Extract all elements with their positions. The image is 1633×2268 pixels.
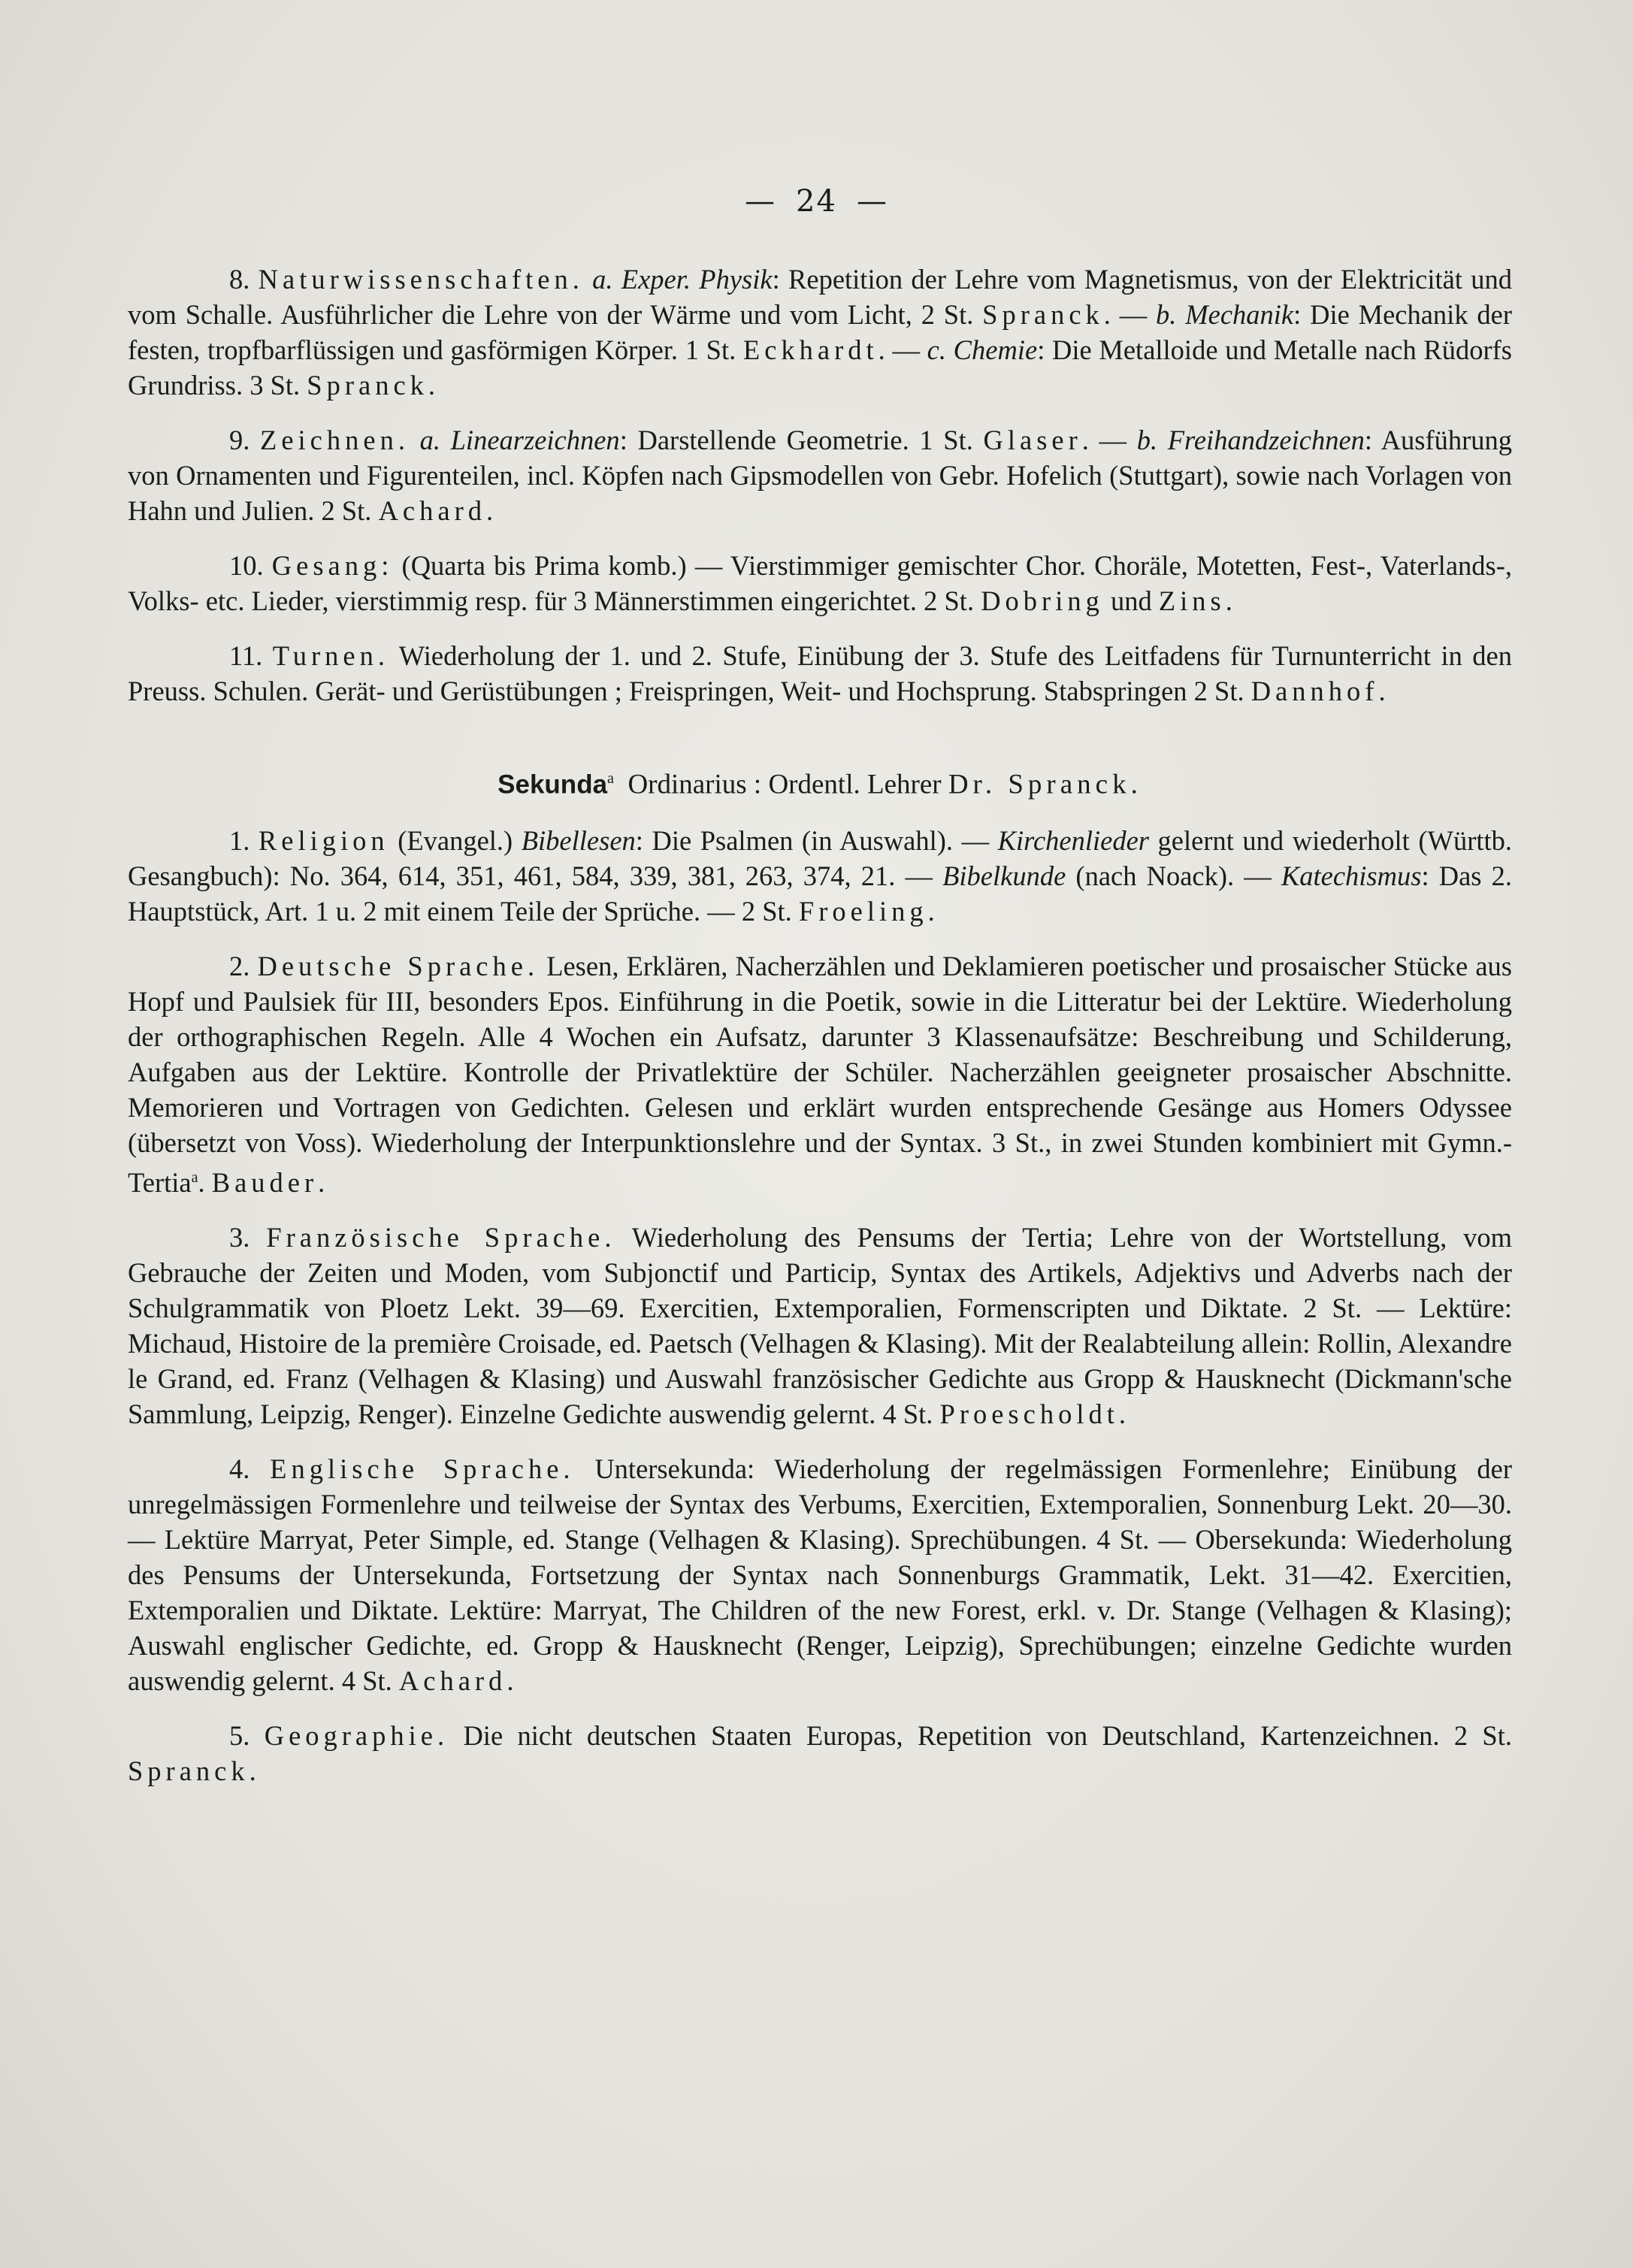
page-body <box>128 262 1512 1808</box>
page-number-dash-left: — <box>745 184 777 219</box>
body-text: . <box>428 370 436 401</box>
body-text: : Die Mechanik der festen, tropfbarflüssigen und gasförmigen Körper. 1 St. <box>128 299 1512 365</box>
subject-paragraph <box>128 823 1512 929</box>
body-text: Wiederholung des Pensums der Tertia; Lehre von der Wortstellung, vom Gebrauche der Zeiten und Moden, vom Subjonctif und Particip, Syntax des Artikels, Adjektivs und Adverbs nach der Schulgrammatik von Ploetz Lekt. 39—69. Exercitien, Extemporalien, Formenscripten und Diktate. 2 St. — Lektüre: Michaud, Histoire de la première Croisade, ed. Paetsch (Velhagen & Klasing). Mit der Realabteilung allein: Rollin, Alexandre le Grand, ed. Franz (Velhagen & Klasing) und Auswahl französischer Gedichte aus Gropp & Hausknecht (Dickmann'sche Sammlung, Leipzig, Renger). Einzelne Gedichte auswendig gelernt. 4 St. <box>128 1222 1513 1430</box>
subject-number: 2. <box>229 951 250 982</box>
subject-number: 8. <box>229 264 250 295</box>
teacher-name: Dannhof <box>1250 676 1379 706</box>
body-text: : Darstellende Geometrie. 1 St. <box>619 425 984 455</box>
subject-title: Geographie. <box>264 1720 449 1752</box>
body-text: . <box>485 495 494 526</box>
teacher-name: Bauder <box>211 1167 319 1199</box>
teacher-name: Zins <box>1158 585 1226 616</box>
page-number-value: 24 <box>796 184 837 219</box>
subject-title: Gesang: <box>271 550 394 581</box>
subject-title: Naturwissenschaften. <box>258 264 584 295</box>
subject-title: Französische Sprache. <box>266 1222 616 1253</box>
teacher-name: Glaser <box>983 425 1082 455</box>
subject-title: Deutsche Sprache. <box>257 951 540 982</box>
class-heading-teacher: Dr. Spranck. <box>948 769 1142 800</box>
teacher-name: Proescholdt <box>939 1399 1119 1430</box>
body-text: : Die Metalloide und Metalle nach Rüdorfs Grundriss. 3 St. <box>128 334 1512 401</box>
teacher-name: Dobring <box>981 585 1104 616</box>
subject-paragraph <box>128 1718 1512 1789</box>
body-text: . — <box>878 334 927 365</box>
subject-number: 11. <box>229 640 263 671</box>
italic-topic: Katechismus <box>1281 860 1422 892</box>
subject-paragraph <box>128 1451 1512 1698</box>
body-text: (Quarta bis Prima komb.) — Vierstimmiger gemischter Chor. Choräle, Motetten, Fest-, Vaterlands-, Volks- etc. Lieder, vierstimmig resp. für 3 Männerstimmen eingerichtet. 2 St. <box>128 550 1513 616</box>
subject-paragraph <box>128 948 1512 1200</box>
body-text: . <box>507 1665 514 1697</box>
teacher-name: Achard <box>378 495 486 526</box>
page-number-dash-right: — <box>856 184 888 219</box>
body-text: . <box>1225 585 1232 616</box>
subject-paragraph <box>128 1220 1512 1432</box>
body-text: : Die Psalmen (in Auswahl). — <box>635 825 998 857</box>
italic-topic: Bibellesen <box>521 825 636 857</box>
teacher-name: Achard <box>398 1665 507 1697</box>
body-text: Wiederholung der 1. und 2. Stufe, Einübung der 3. Stufe des Leitfadens für Turnunterricht in den Preuss. Schulen. Gerät- und Gerüstübungen ; Freispringen, Weit- und Hochsprung. Stabspringen 2 St. <box>128 640 1513 706</box>
body-text: . <box>249 1755 256 1787</box>
upper-subject-list <box>128 262 1512 709</box>
body-text: . <box>927 896 935 927</box>
body-text: : Das 2. Hauptstück, Art. 1 u. 2 mit einem Teile der Sprüche. — 2 St. <box>128 860 1512 927</box>
teacher-name: Froeling <box>798 896 928 927</box>
subject-number: 9. <box>229 425 250 455</box>
subject-paragraph <box>128 638 1512 709</box>
superscript: a <box>191 1169 198 1187</box>
body-text: . <box>1378 676 1386 706</box>
lower-subject-list <box>128 823 1512 1789</box>
teacher-name: Spranck <box>982 299 1104 330</box>
subject-title: Turnen. <box>272 640 389 671</box>
italic-topic: c. Chemie <box>927 334 1038 365</box>
italic-topic: b. Mechanik <box>1156 299 1294 330</box>
subject-title: Englische Sprache. <box>270 1453 575 1485</box>
subject-paragraph <box>128 422 1512 528</box>
subject-title: Religion <box>258 825 389 857</box>
class-heading-ordinarius: Ordinarius : Ordentl. Lehrer <box>627 769 942 800</box>
body-text: : Repetition der Lehre vom Magnetismus, von der Elektricität und vom Schalle. Ausführlicher die Lehre von der Wärme und vom Licht, 2 St. <box>128 264 1512 330</box>
subject-number: 5. <box>229 1720 250 1752</box>
subject-number: 1. <box>229 825 250 857</box>
body-text: gelernt und wiederholt (Württb. Gesangbuch): No. 364, 614, 351, 461, 584, 339, 381, 263, 374, 21. — <box>128 825 1513 892</box>
subject-number: 3. <box>229 1222 250 1253</box>
page-number <box>0 184 1633 219</box>
subject-paragraph <box>128 548 1512 618</box>
teacher-name: Eckhardt <box>742 334 878 365</box>
subject-number: 10. <box>229 550 264 581</box>
subject-title: Zeichnen. <box>260 425 410 455</box>
body-text: . <box>318 1167 325 1199</box>
italic-topic: Kirchenlieder <box>997 825 1149 857</box>
body-text: : Ausführung von Ornamenten und Figurenteilen, incl. Köpfen nach Gipsmodellen von Gebr. Hofelich (Stuttgart), sowie nach Vorlagen von Hahn und Julien. 2 St. <box>128 425 1513 526</box>
class-heading <box>128 761 1512 802</box>
body-text: (nach Noack). — <box>1066 860 1281 892</box>
body-text: . <box>1118 1399 1126 1430</box>
italic-topic: b. Freihandzeichnen <box>1136 425 1365 455</box>
class-heading-label: Sekunda <box>497 770 608 800</box>
body-text: . — <box>1103 299 1157 330</box>
teacher-name: Spranck <box>128 1755 249 1787</box>
body-text: Untersekunda: Wiederholung der regelmässigen Formenlehre; Einübung der unregelmässigen Formenlehre und teilweise der Syntax des Verbums, Exercitien, Extemporalien, Sonnenburg Lekt. 20—30. — Lektüre Marryat, Peter Simple, ed. Stange (Velhagen & Klasing). Sprechübungen. 4 St. — Obersekunda: Wiederholung des Pensums der Untersekunda, Fortsetzung der Syntax nach Sonnenburgs Grammatik, Lekt. 31—42. Exercitien, Extemporalien und Diktate. Lektüre: Marryat, The Children of the new Forest, erkl. v. Dr. Stange (Velhagen & Klasing); Auswahl englischer Gedichte, ed. Gropp & Hausknecht (Renger, Leipzig), Sprechübungen; einzelne Gedichte wurden auswendig gelernt. 4 St. <box>128 1453 1513 1697</box>
subject-paragraph <box>128 262 1512 403</box>
italic-topic: a. Exper. Physik <box>592 264 773 295</box>
teacher-name: Spranck <box>307 370 428 401</box>
body-text: (Evangel.) <box>398 825 522 857</box>
italic-topic: a. Linearzeichnen <box>419 425 620 455</box>
subject-number: 4. <box>229 1453 250 1485</box>
body-text: . — <box>1081 425 1137 455</box>
body-text: und <box>1103 585 1159 616</box>
body-text: . <box>198 1167 212 1199</box>
body-text: Die nicht deutschen Staaten Europas, Repetition von Deutschland, Kartenzeichnen. 2 St. <box>463 1720 1512 1752</box>
italic-topic: Bibelkunde <box>942 860 1066 892</box>
class-heading-superscript: a <box>607 770 614 787</box>
body-text: Lesen, Erklären, Nacherzählen und Deklamieren poetischer und prosaischer Stücke aus Hopf und Paulsiek für III, besonders Epos. Einführung in die Poetik, sowie in die Litteratur bei der Lektüre. Wiederholung der orthographischen Regeln. Alle 4 Wochen ein Aufsatz, darunter 3 Klassenaufsätze: Beschreibung und Schilderung, Aufgaben aus der Lektüre. Kontrolle der Privatlektüre der Schüler. Nacherzählen geeigneter prosaischer Abschnitte. Memorieren und Vortragen von Gedichten. Gelesen und erklärt wurden entsprechende Gesänge aus Homers Odyssee (übersetzt von Voss). Wiederholung der Interpunktionslehre und der Syntax. 3 St., in zwei Stunden kombiniert mit Gymn.-Tertia <box>128 951 1512 1199</box>
